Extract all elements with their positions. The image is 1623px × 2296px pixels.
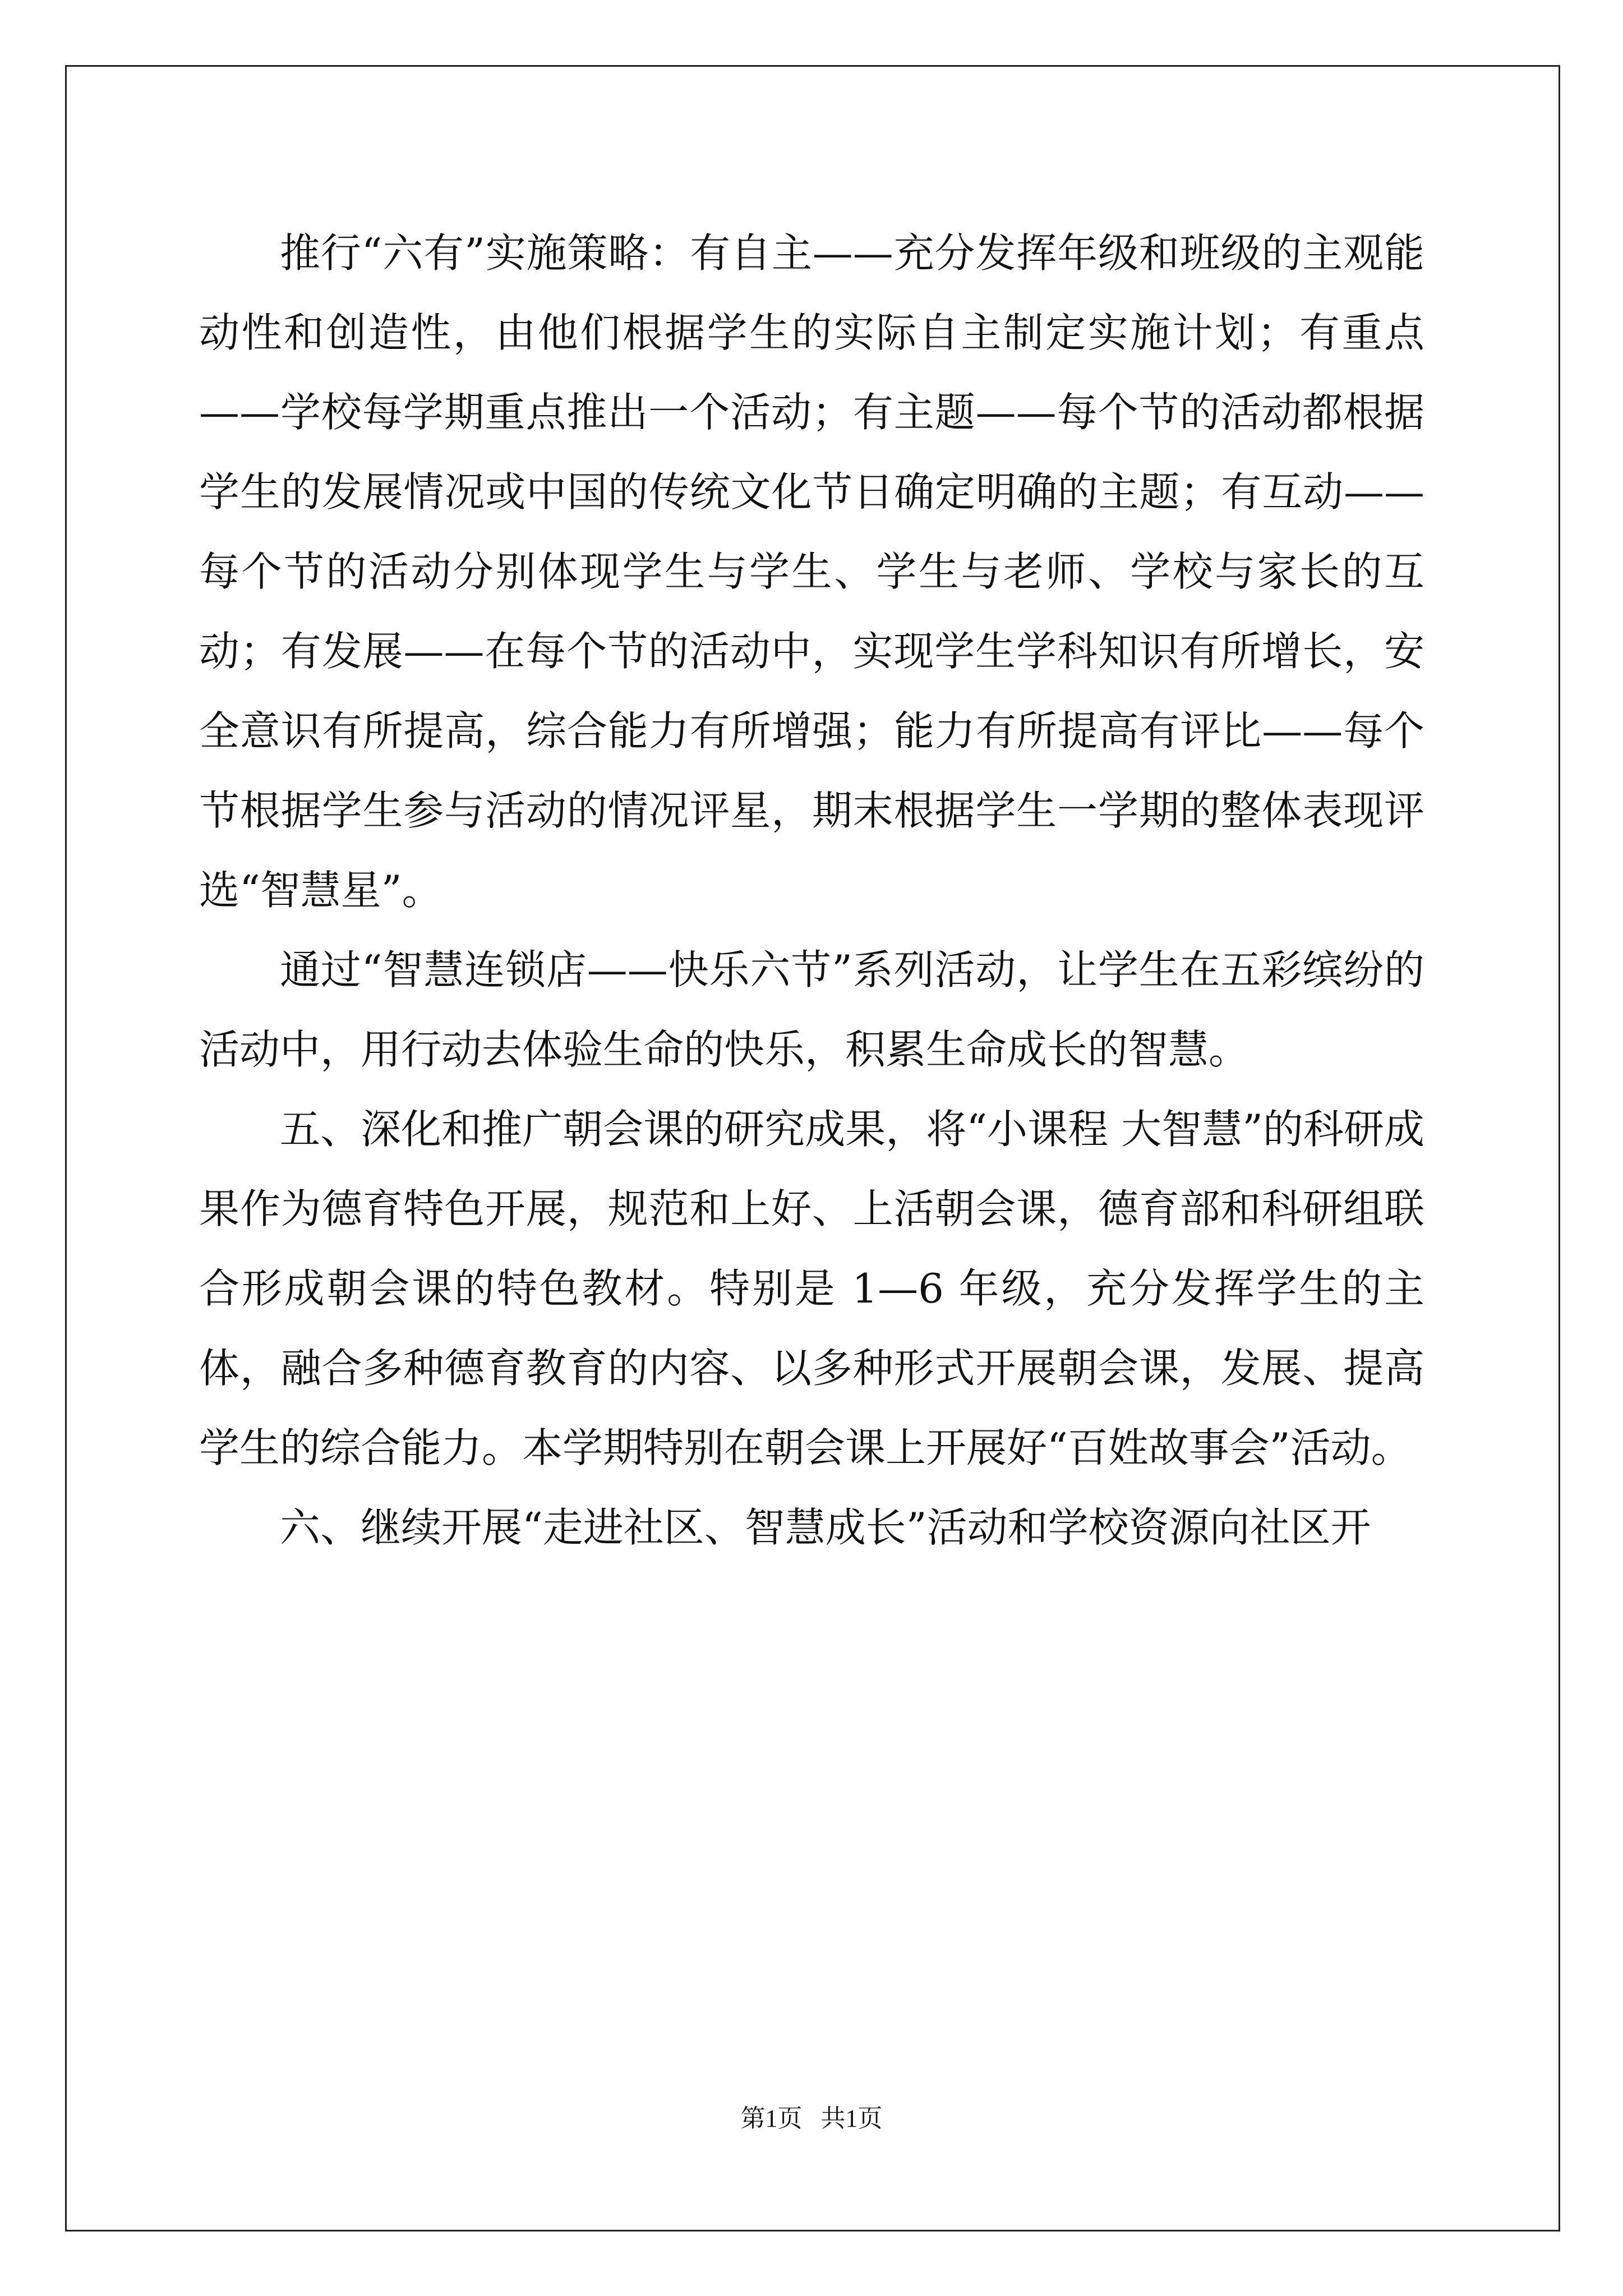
- paragraph: 通过“智慧连锁店——快乐六节”系列活动，让学生在五彩缤纷的活动中，用行动去体验生命的快乐，积累生命成长的智慧。: [199, 946, 1424, 1073]
- paragraph: 六、继续开展“走进社区、智慧成长”活动和学校资源向社区开: [280, 1504, 1371, 1551]
- document-body: [199, 213, 1424, 1567]
- page-number: 第1页: [740, 2105, 803, 2132]
- page-footer: [0, 2098, 1623, 2134]
- page-total: 共1页: [820, 2105, 883, 2132]
- paragraph: 五、深化和推广朝会课的研究成果，将“小课程 大智慧”的科研成果作为德育特色开展，规范和上好、上活朝会课，德育部和科研组联合形成朝会课的特色教材。特别是 1—6 年级，充分发挥学生的主体，融合多种德育教育的内容、以多种形式开展朝会课，发展、提高学生的综合能力。本学期特别在朝会课上开展好“百姓故事会”活动。: [199, 1106, 1424, 1471]
- paragraph: 推行“六有”实施策略：有自主——充分发挥年级和班级的主观能动性和创造性，由他们根据学生的实际自主制定实施计划；有重点——学校每学期重点推出一个活动；有主题——每个节的活动都根据学生的发展情况或中国的传统文化节日确定明确的主题；有互动——每个节的活动分别体现学生与学生、学生与老师、学校与家长的互动；有发展——在每个节的活动中，实现学生学科知识有所增长，安全意识有所提高，综合能力有所增强；能力有所提高有评比——每个节根据学生参与活动的情况评星，期末根据学生一学期的整体表现评选“智慧星”。: [199, 229, 1424, 914]
